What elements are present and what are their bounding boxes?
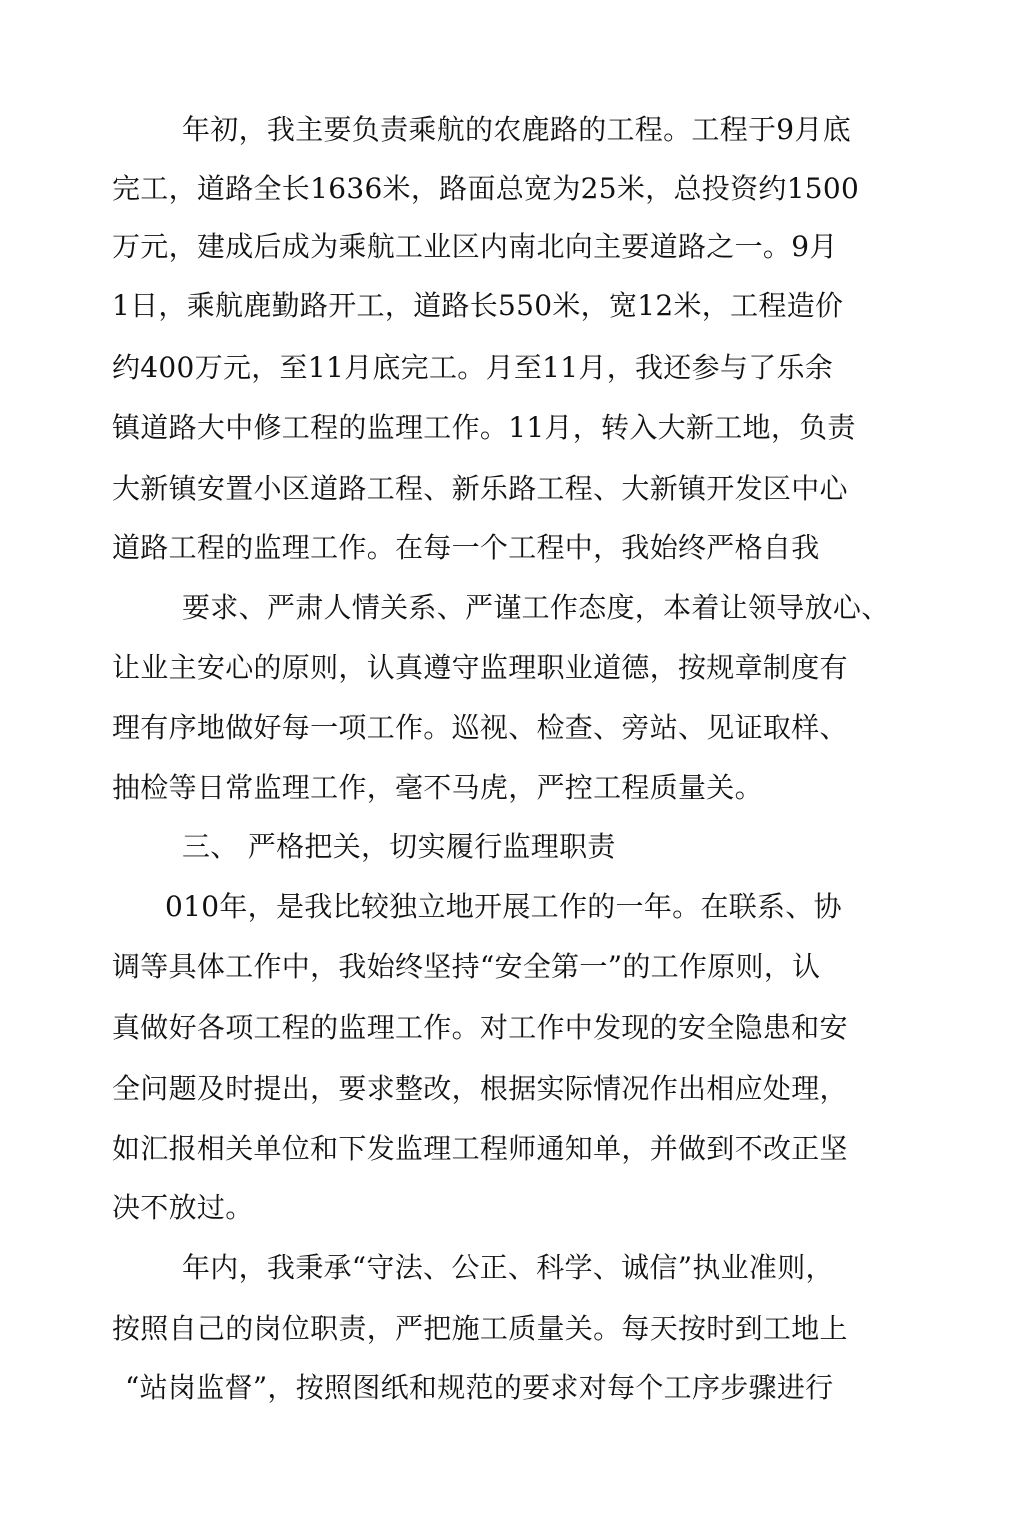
text-line-19: 决不放过。 [112,1191,254,1224]
text-line-1: 年初，我主要负责乘航的农鹿路的工程。工程于9月底 [182,113,852,146]
text-line-12: 抽检等日常监理工作，毫不马虎，严控工程质量关。 [112,771,763,804]
text-line-9: 要求、严肃人情关系、严谨工作态度，本着让领导放心、 [182,591,890,624]
text-line-14: 010年，是我比较独立地开展工作的一年。在联系、协 [165,890,842,923]
text-line-17: 全问题及时提出，要求整改，根据实际情况作出相应处理， [112,1072,848,1105]
text-line-11: 理有序地做好每一项工作。巡视、检查、旁站、见证取样、 [112,711,848,744]
text-line-2: 完工，道路全长1636米，路面总宽为25米，总投资约1500 [112,172,860,205]
text-line-18: 如汇报相关单位和下发监理工程师通知单，并做到不改正坚 [112,1132,848,1165]
text-line-20: 年内，我秉承“守法、公正、科学、诚信”执业准则， [182,1251,834,1284]
text-line-22: “站岗监督”，按照图纸和规范的要求对每个工序步骤进行 [125,1371,834,1404]
text-line-4: 1日，乘航鹿勤路开工，道路长550米，宽12米，工程造价 [112,289,844,322]
text-line-3: 万元，建成后成为乘航工业区内南北向主要道路之一。9月 [112,230,838,263]
text-line-15: 调等具体工作中，我始终坚持“安全第一”的工作原则，认 [112,950,821,983]
section-heading: 三、 严格把关，切实履行监理职责 [182,830,616,863]
text-line-16: 真做好各项工程的监理工作。对工作中发现的安全隐患和安 [112,1011,848,1044]
text-line-6: 镇道路大中修工程的监理工作。11月，转入大新工地，负责 [112,411,856,444]
text-line-7: 大新镇安置小区道路工程、新乐路工程、大新镇开发区中心 [112,472,848,505]
text-line-21: 按照自己的岗位职责，严把施工质量关。每天按时到工地上 [112,1312,848,1345]
text-line-10: 让业主安心的原则，认真遵守监理职业道德，按规章制度有 [112,651,848,684]
text-line-5: 约400万元，至11月底完工。月至11月，我还参与了乐余 [112,351,834,384]
text-line-8: 道路工程的监理工作。在每一个工程中，我始终严格自我 [112,531,820,564]
